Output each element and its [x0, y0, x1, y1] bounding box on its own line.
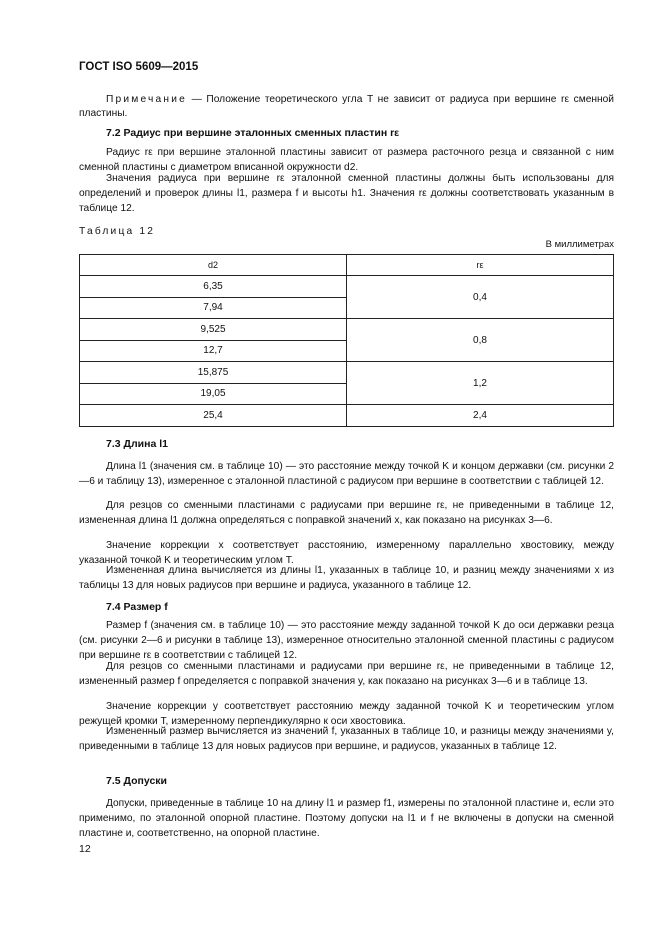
- document-header: ГОСТ ISO 5609—2015: [79, 61, 199, 73]
- note-label: Примечание: [106, 94, 187, 105]
- section-7-4-paragraph-4: Измененный размер вычисляется из значений f, указанных в таблице 10, и разницы между значениями y, приведенными в таблице 13 для новых радиусов при вершине, и радиусов, указанных в таблице 12.: [79, 726, 614, 753]
- section-7-5-heading: 7.5 Допуски: [106, 775, 168, 787]
- table-header-d2: d2: [80, 255, 347, 276]
- page-number: 12: [79, 843, 91, 855]
- table-cell-r: 0,4: [347, 276, 614, 319]
- section-7-4-paragraph-3: Значение коррекции y соответствует расстоянию между заданной точкой K и теоретическим углом режущей кромки T, измеренному перпендикулярно к оси хвостовика.: [79, 701, 614, 728]
- table-row: [80, 319, 614, 341]
- table-header-r: rε: [347, 255, 614, 276]
- table-caption: Таблица 12: [79, 226, 156, 237]
- table-cell-r: 0,8: [347, 319, 614, 362]
- table-row: [80, 276, 614, 298]
- section-7-4-paragraph-1: Размер f (значения см. в таблице 10) — это расстояние между заданной точкой K до оси державки резца (см. рисунки 2—6 и рисунки в таблице 13), измеренное относительно эталонной сменной пластины с радиусом при вершине rε в соответствии с таблицей 12.: [79, 620, 614, 662]
- table-cell-r: 2,4: [347, 405, 614, 427]
- section-7-4-heading: 7.4 Размер f: [106, 601, 168, 613]
- section-7-3-paragraph-1: Длина l1 (значения см. в таблице 10) — это расстояние между точкой K и концом державки (см. рисунки 2—6 и таблицу 13), измеренное с эталонной пластиной с радиусом при вершине в соответствии с таблицей 12.: [79, 461, 614, 488]
- table-row: [80, 362, 614, 384]
- table-cell-d2: 12,7: [80, 340, 347, 362]
- section-7-4-paragraph-2: Для резцов со сменными пластинами и радиусами при вершине rε, не приведенными в таблице 12, измененный размер f определяется с поправкой значения y, как показано на рисунках 3—6 и в таблице 13.: [79, 661, 614, 688]
- table-cell-r: 1,2: [347, 362, 614, 405]
- section-7-5-paragraph-1: Допуски, приведенные в таблице 10 на длину l1 и размер f1, измерены по эталонной пластине и, если это применимо, по эталонной опорной пластине. Поэтому допуски на l1 и f не включены в допуски на сменной пластине и, соответственно, на опорной пластине.: [79, 798, 614, 840]
- section-7-3-heading: 7.3 Длина l1: [106, 438, 168, 450]
- section-7-2-paragraph-2: Значения радиуса при вершине rε эталонной сменной пластины должны быть использованы для определений и проверок длины l1, размера f и высоты h1. Значения rε должны соответствовать указанным в таблице 12.: [79, 173, 614, 215]
- section-7-2-paragraph-1: Радиус rε при вершине эталонной пластины зависит от размера расточного резца и связанной с ним сменной пластины с диаметром вписанной окружности d2.: [79, 147, 614, 174]
- section-7-3-paragraph-2: Для резцов со сменными пластинами с радиусами при вершине rε, не приведенными в таблице 12, измененная длина l1 должна определяться с поправкой значений x, как показано на рисунках 3—6.: [79, 500, 614, 527]
- table-cell-d2: 15,875: [80, 362, 347, 384]
- table-cell-d2: 25,4: [80, 405, 347, 427]
- section-7-2-heading: 7.2 Радиус при вершине эталонных сменных пластин rε: [106, 127, 400, 139]
- table-cell-d2: 9,525: [80, 319, 347, 341]
- table-header-row: [80, 255, 614, 276]
- table-12: [79, 254, 614, 427]
- table-row: [80, 405, 614, 427]
- table-units: В миллиметрах: [545, 239, 614, 250]
- table-cell-d2: 7,94: [80, 297, 347, 319]
- table-cell-d2: 19,05: [80, 383, 347, 405]
- section-7-3-paragraph-3: Значение коррекции x соответствует расстоянию, измеренному параллельно хвостовику, между указанной точкой K и теоретическим углом T.: [79, 540, 614, 567]
- note-text: — Положение теоретического угла T не зависит от радиуса при вершине rε сменной пластины.: [79, 94, 614, 120]
- note-paragraph: [79, 93, 614, 122]
- section-7-3-paragraph-4: Измененная длина вычисляется из длины l1, указанных в таблице 10, и разниц между значениями x из таблицы 13 для новых радиусов при вершине и радиуса, указанного в таблице 12.: [79, 565, 614, 592]
- table-cell-d2: 6,35: [80, 276, 347, 298]
